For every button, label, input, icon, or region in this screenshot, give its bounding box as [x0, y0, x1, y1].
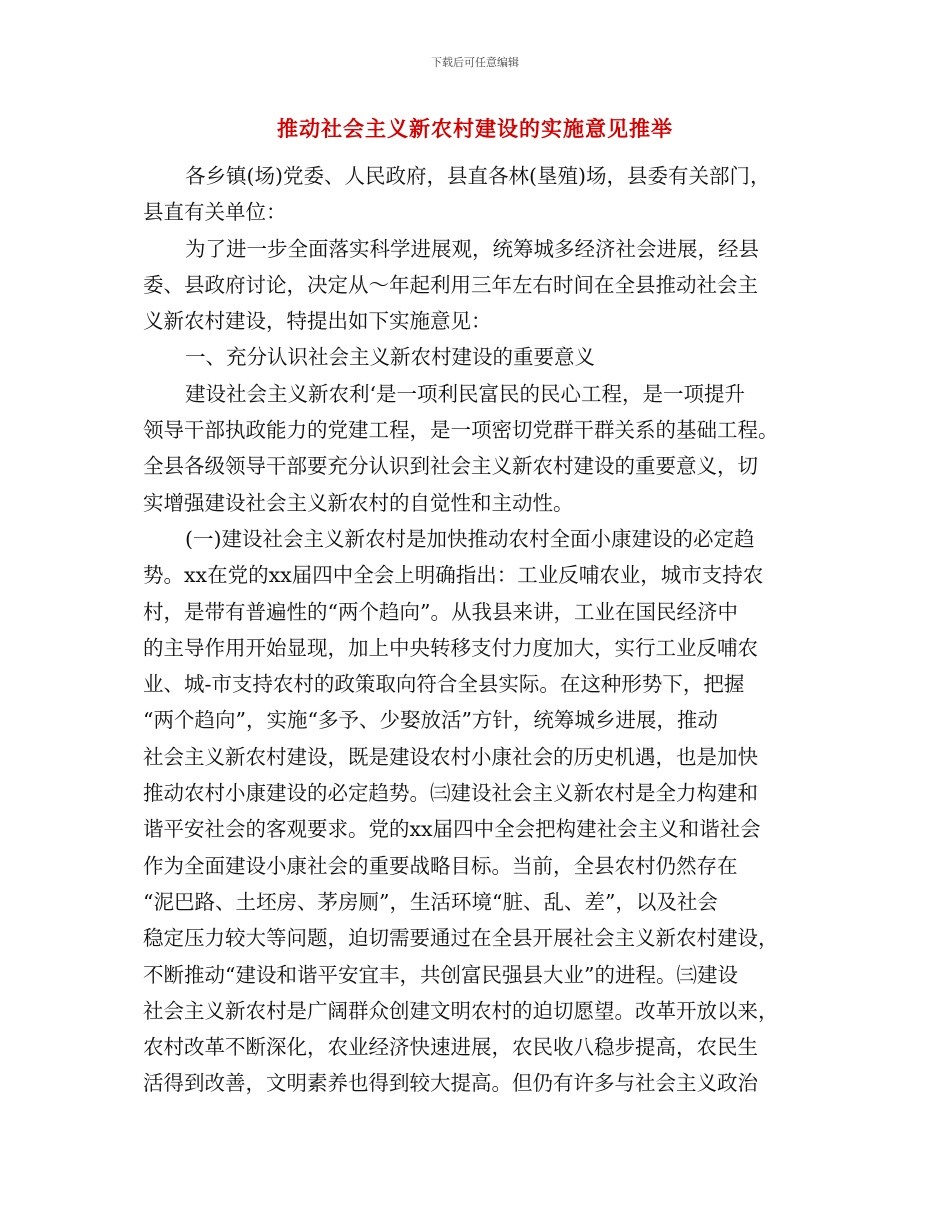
body-line: 各乡镇(场)党委、人民政府，县直各林(垦殖)场，县委有关部门， [185, 164, 771, 188]
body-line: 社会主义新农村建设，既是建设农村小康社会的历史机遇，也是加快 [143, 744, 758, 769]
body-line: “泥巴路、土坯房、茅房厕”，生活环境“脏、乱、差”，以及社会 [143, 889, 718, 914]
body-line: 作为全面建设小康社会的重要战略目标。当前，全县农村仍然存在 [143, 853, 738, 878]
body-line: 推动农村小康建设的必定趋势。㈢建设社会主义新农村是全力构建和 [143, 781, 758, 806]
body-line: 稳定压力较大等问题，迫切需要通过在全县开展社会主义新农村建设， [143, 926, 779, 951]
body-line: 社会主义新农村是广阔群众创建文明农村的迫切愿望。改革开放以来， [143, 998, 779, 1023]
body-line: 实增强建设社会主义新农村的自觉性和主动性。 [143, 490, 574, 515]
header-note: 下载后可任意编辑 [431, 56, 519, 69]
body-line: 业、城-市支持农村的政策取向符合全县实际。在这种形势下，把握 [143, 672, 745, 697]
body-line: 委、县政府讨论，决定从～年起利用三年左右时间在全县推动社会主 [143, 272, 758, 297]
body-line: 的主导作用开始显现，加上中央转移支付力度加大，实行工业反哺农 [143, 635, 758, 660]
body-line: 县直有关单位： [143, 200, 287, 225]
body-line: 不断推动“建设和谐平安宜丰，共创富民强县大业”的进程。㈢建设 [143, 962, 738, 987]
body-line: 为了进一步全面落实科学进展观，统筹城多经济社会进展，经县 [185, 236, 759, 261]
body-line: 领导干部执政能力的党建工程，是一项密切党群干群关系的基础工程。 [143, 418, 779, 443]
body-line: 一、充分认识社会主义新农村建设的重要意义 [185, 345, 595, 370]
body-line: 谐平安社会的客观要求。党的xx届四中全会把构建社会主义和谐社会 [143, 817, 761, 842]
body-line: 全县各级领导干部要充分认识到社会主义新农村建设的重要意义，切 [143, 454, 758, 479]
document-title: 推动社会主义新农村建设的实施意见推举 [277, 116, 673, 141]
body-line: “两个趋向”，实施“多予、少娶放活”方针，统筹城乡进展，推动 [143, 708, 718, 733]
body-line: 活得到改善，文明素养也得到较大提高。但仍有许多与社会主义政治 [143, 1071, 758, 1096]
document-body [143, 158, 811, 1102]
body-line: 建设社会主义新农利‘是一项利民富民的民心工程，是一项提升 [185, 381, 746, 406]
body-line: 农村改革不断深化，农业经济快速进展，农民收八稳步提高，农民生 [143, 1035, 758, 1060]
body-line: 势。xx在党的xx届四中全会上明确指出：工业反哺农业，城市支持农 [143, 563, 764, 588]
body-line: 义新农村建设，特提出如下实施意见： [143, 309, 492, 334]
body-line: 村，是带有普遍性的“两个趋向”。从我县来讲，工业在国民经济中 [143, 599, 738, 624]
body-line: (一)建设社会主义新农村是加快推动农村全面小康建设的必定趋 [185, 526, 755, 551]
